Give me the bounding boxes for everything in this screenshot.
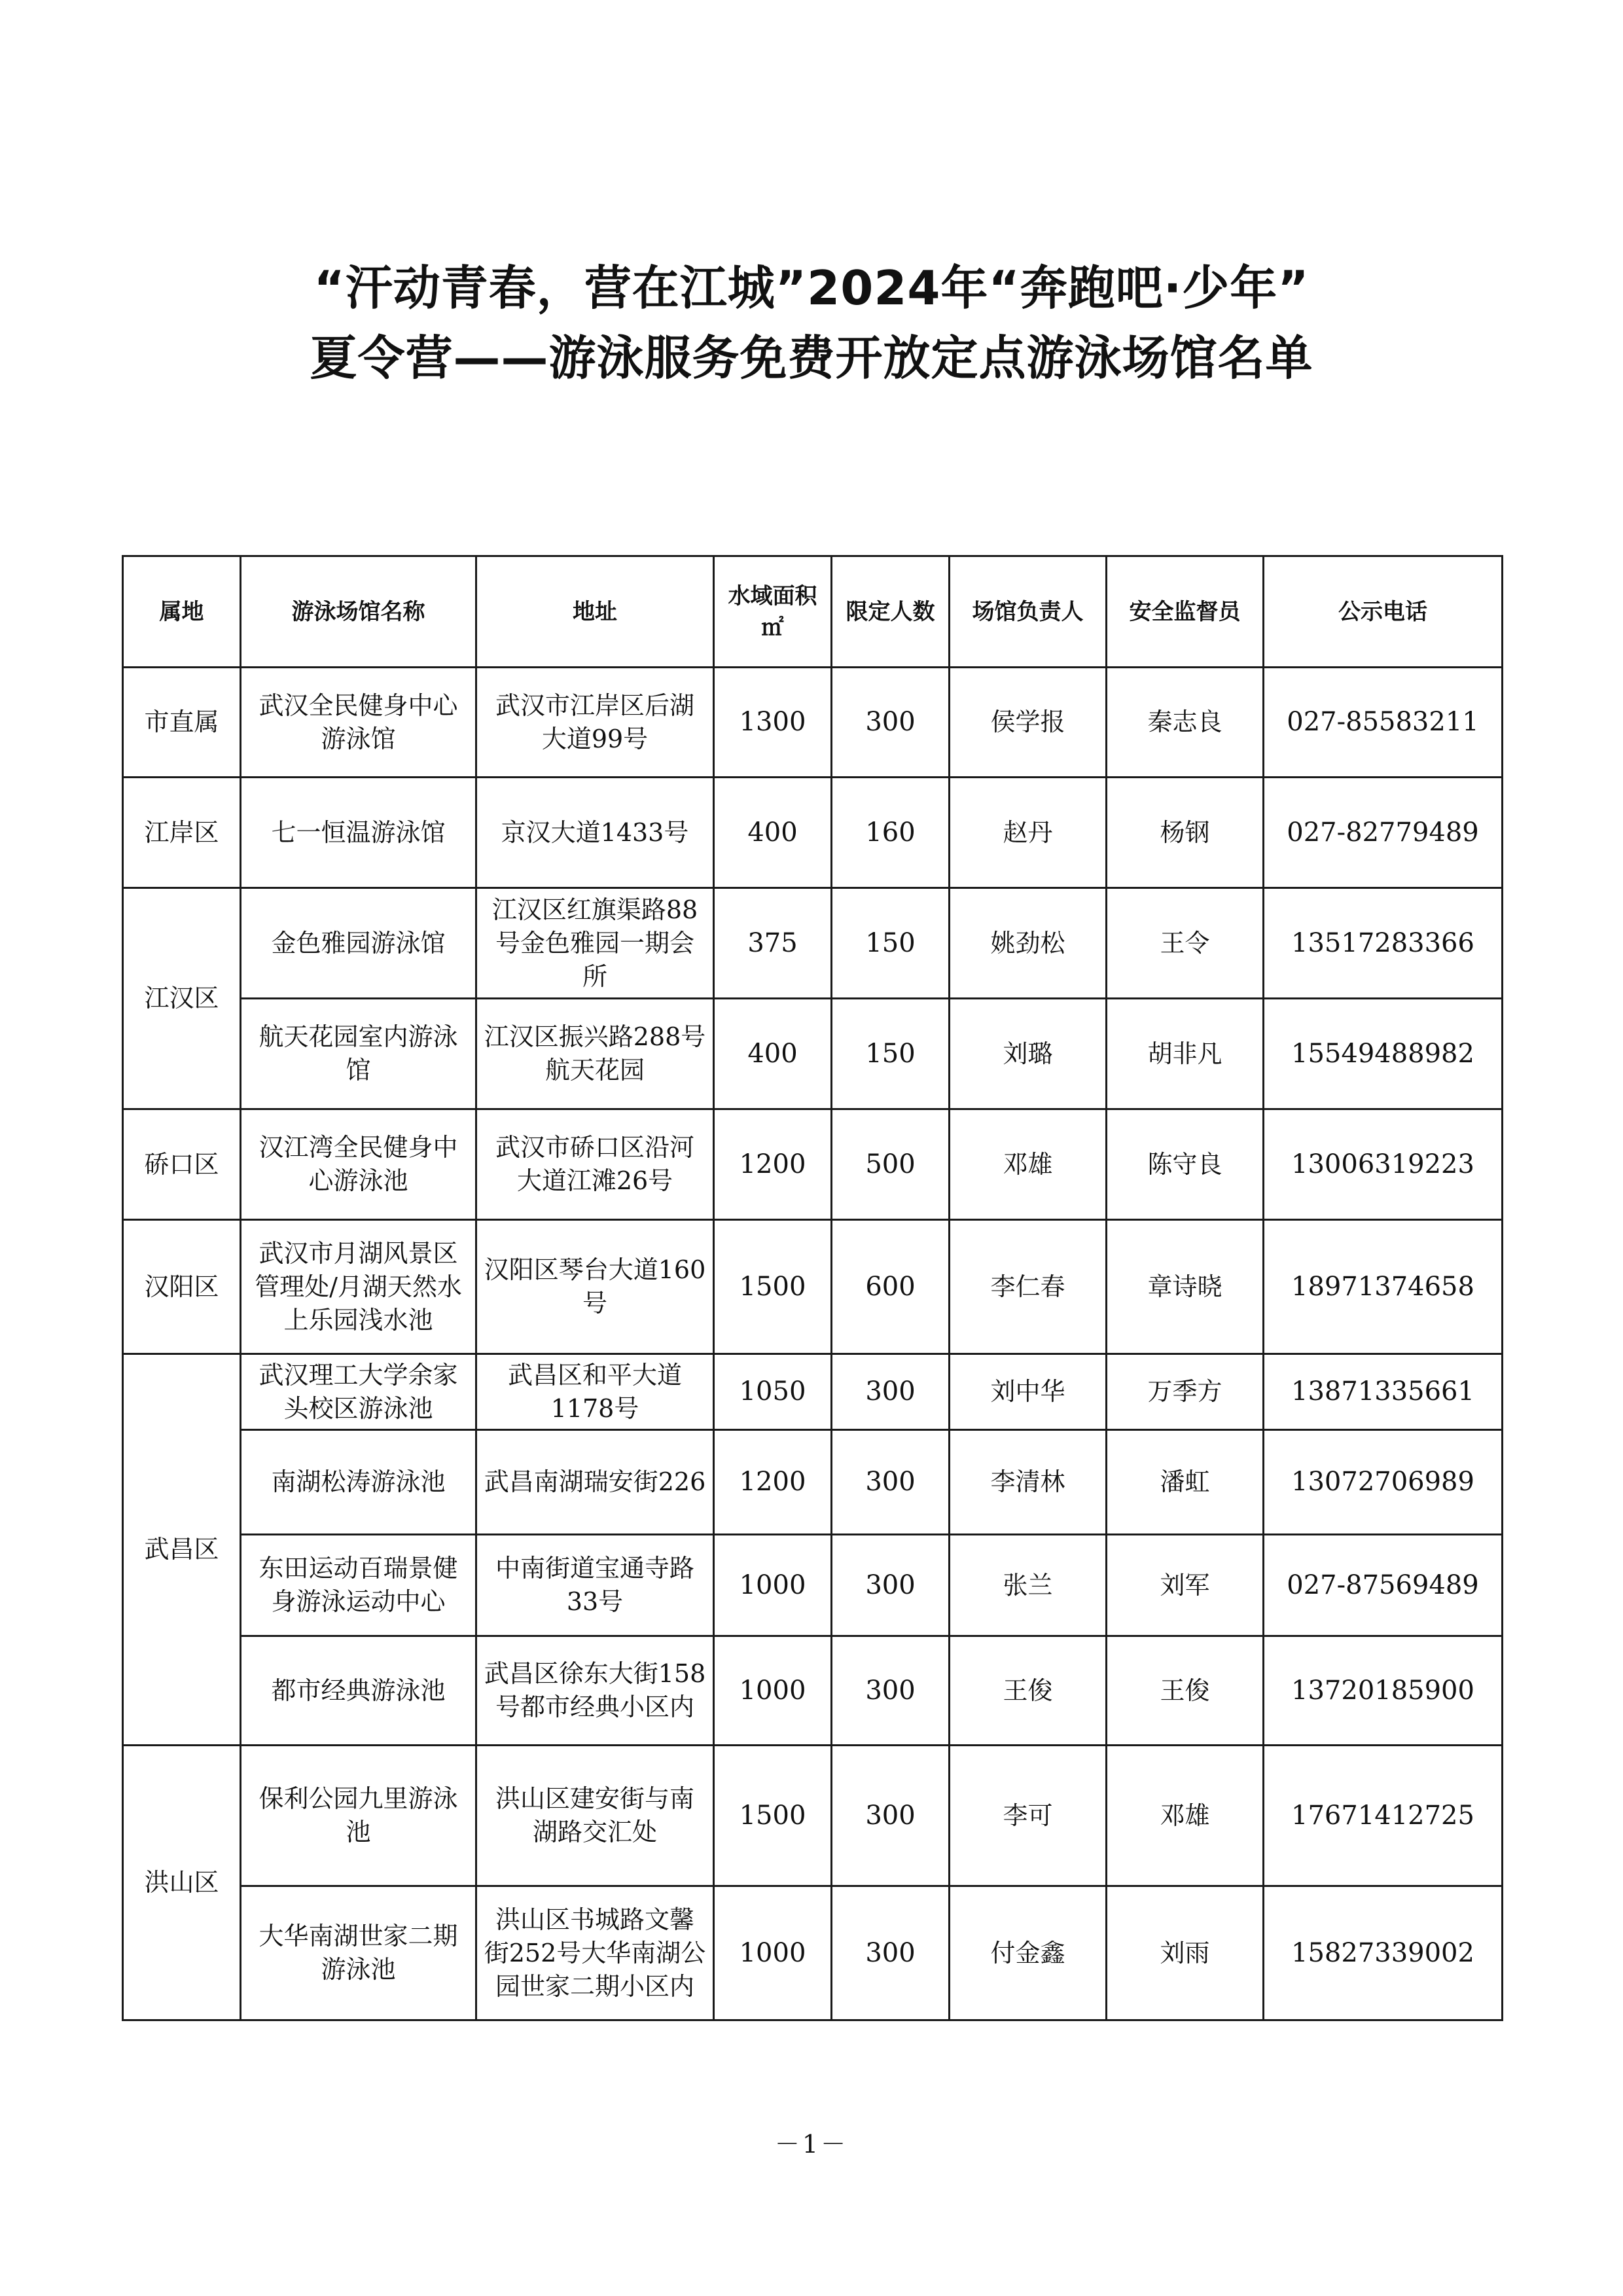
table-row [123,1535,1503,1636]
header-district: 属地 [123,556,241,668]
supervisor-cell: 刘雨 [1107,1886,1264,2020]
capacity-cell: 150 [832,999,950,1109]
document-title-line-2: 夏令营——游泳服务免费开放定点游泳场馆名单 [310,331,1313,386]
area-cell: 1200 [714,1109,832,1220]
capacity-cell: 150 [832,888,950,999]
phone-cell: 13517283366 [1264,888,1503,999]
venue-cell: 汉江湾全民健身中心游泳池 [241,1109,476,1220]
venue-cell: 武汉理工大学余家头校区游泳池 [241,1354,476,1430]
manager-cell: 张兰 [950,1535,1107,1636]
venue-cell: 航天花园室内游泳馆 [241,999,476,1109]
district-cell: 硚口区 [123,1109,241,1220]
area-cell: 1000 [714,1535,832,1636]
venue-cell: 武汉市月湖风景区管理处/月湖天然水上乐园浅水池 [241,1220,476,1354]
header-supervisor: 安全监督员 [1107,556,1264,668]
document-title-line-1: “汗动青春，营在江城”2024年“奔跑吧·少年” [313,260,1310,315]
table-row [123,1109,1503,1220]
venue-cell: 南湖松涛游泳池 [241,1430,476,1535]
phone-cell: 13072706989 [1264,1430,1503,1535]
table-row [123,778,1503,888]
area-cell: 1300 [714,668,832,778]
venue-cell: 都市经典游泳池 [241,1636,476,1746]
area-cell: 400 [714,778,832,888]
venue-cell: 金色雅园游泳馆 [241,888,476,999]
area-cell: 1000 [714,1886,832,2020]
address-cell: 江汉区红旗渠路88号金色雅园一期会所 [476,888,714,999]
supervisor-cell: 刘军 [1107,1535,1264,1636]
header-area: 水域面积㎡ [714,556,832,668]
address-cell: 洪山区建安街与南湖路交汇处 [476,1746,714,1886]
address-cell: 江汉区振兴路288号航天花园 [476,999,714,1109]
capacity-cell: 300 [832,1535,950,1636]
capacity-cell: 160 [832,778,950,888]
venue-cell: 东田运动百瑞景健身游泳运动中心 [241,1535,476,1636]
capacity-cell: 300 [832,1746,950,1886]
address-cell: 武汉市硚口区沿河大道江滩26号 [476,1109,714,1220]
header-address: 地址 [476,556,714,668]
manager-cell: 付金鑫 [950,1886,1107,2020]
manager-cell: 赵丹 [950,778,1107,888]
supervisor-cell: 章诗晓 [1107,1220,1264,1354]
table-row [123,1220,1503,1354]
phone-cell: 18971374658 [1264,1220,1503,1354]
area-cell: 1200 [714,1430,832,1535]
table-row [123,1636,1503,1746]
table-row [123,999,1503,1109]
swimming-venue-table [122,555,1503,2021]
header-manager: 场馆负责人 [950,556,1107,668]
capacity-cell: 300 [832,1636,950,1746]
address-cell: 武昌区徐东大街158号都市经典小区内 [476,1636,714,1746]
header-venue: 游泳场馆名称 [241,556,476,668]
supervisor-cell: 王俊 [1107,1636,1264,1746]
supervisor-cell: 陈守良 [1107,1109,1264,1220]
venue-cell: 保利公园九里游泳池 [241,1746,476,1886]
capacity-cell: 600 [832,1220,950,1354]
phone-cell: 13720185900 [1264,1636,1503,1746]
table-header-row [123,556,1503,668]
phone-cell: 17671412725 [1264,1746,1503,1886]
venue-cell: 七一恒温游泳馆 [241,778,476,888]
supervisor-cell: 邓雄 [1107,1746,1264,1886]
supervisor-cell: 胡非凡 [1107,999,1264,1109]
area-cell: 400 [714,999,832,1109]
phone-cell: 15549488982 [1264,999,1503,1109]
manager-cell: 姚劲松 [950,888,1107,999]
page-number: －1－ [774,2130,849,2159]
manager-cell: 李清林 [950,1430,1107,1535]
manager-cell: 刘璐 [950,999,1107,1109]
manager-cell: 李可 [950,1746,1107,1886]
phone-cell: 027-82779489 [1264,778,1503,888]
capacity-cell: 500 [832,1109,950,1220]
capacity-cell: 300 [832,1354,950,1430]
manager-cell: 李仁春 [950,1220,1107,1354]
venue-cell: 武汉全民健身中心游泳馆 [241,668,476,778]
address-cell: 武昌南湖瑞安街226 [476,1430,714,1535]
header-phone: 公示电话 [1264,556,1503,668]
venue-cell: 大华南湖世家二期游泳池 [241,1886,476,2020]
phone-cell: 13871335661 [1264,1354,1503,1430]
table-row [123,1430,1503,1535]
manager-cell: 王俊 [950,1636,1107,1746]
phone-cell: 15827339002 [1264,1886,1503,2020]
area-cell: 1000 [714,1636,832,1746]
district-cell: 洪山区 [123,1746,241,2020]
address-cell: 武汉市江岸区后湖大道99号 [476,668,714,778]
manager-cell: 侯学报 [950,668,1107,778]
address-cell: 汉阳区琴台大道160号 [476,1220,714,1354]
supervisor-cell: 秦志良 [1107,668,1264,778]
supervisor-cell: 潘虹 [1107,1430,1264,1535]
manager-cell: 刘中华 [950,1354,1107,1430]
phone-cell: 027-85583211 [1264,668,1503,778]
district-cell: 汉阳区 [123,1220,241,1354]
capacity-cell: 300 [832,1430,950,1535]
capacity-cell: 300 [832,1886,950,2020]
address-cell: 洪山区书城路文馨街252号大华南湖公园世家二期小区内 [476,1886,714,2020]
table-row [123,888,1503,999]
header-capacity: 限定人数 [832,556,950,668]
table-row [123,1354,1503,1430]
manager-cell: 邓雄 [950,1109,1107,1220]
area-cell: 1500 [714,1746,832,1886]
address-cell: 中南街道宝通寺路33号 [476,1535,714,1636]
supervisor-cell: 杨钢 [1107,778,1264,888]
address-cell: 武昌区和平大道1178号 [476,1354,714,1430]
area-cell: 1050 [714,1354,832,1430]
district-cell: 武昌区 [123,1354,241,1746]
capacity-cell: 300 [832,668,950,778]
phone-cell: 027-87569489 [1264,1535,1503,1636]
table-row [123,668,1503,778]
area-cell: 375 [714,888,832,999]
table-row [123,1746,1503,1886]
district-cell: 市直属 [123,668,241,778]
supervisor-cell: 万季方 [1107,1354,1264,1430]
phone-cell: 13006319223 [1264,1109,1503,1220]
address-cell: 京汉大道1433号 [476,778,714,888]
supervisor-cell: 王令 [1107,888,1264,999]
district-cell: 江汉区 [123,888,241,1109]
table-row [123,1886,1503,2020]
area-cell: 1500 [714,1220,832,1354]
district-cell: 江岸区 [123,778,241,888]
